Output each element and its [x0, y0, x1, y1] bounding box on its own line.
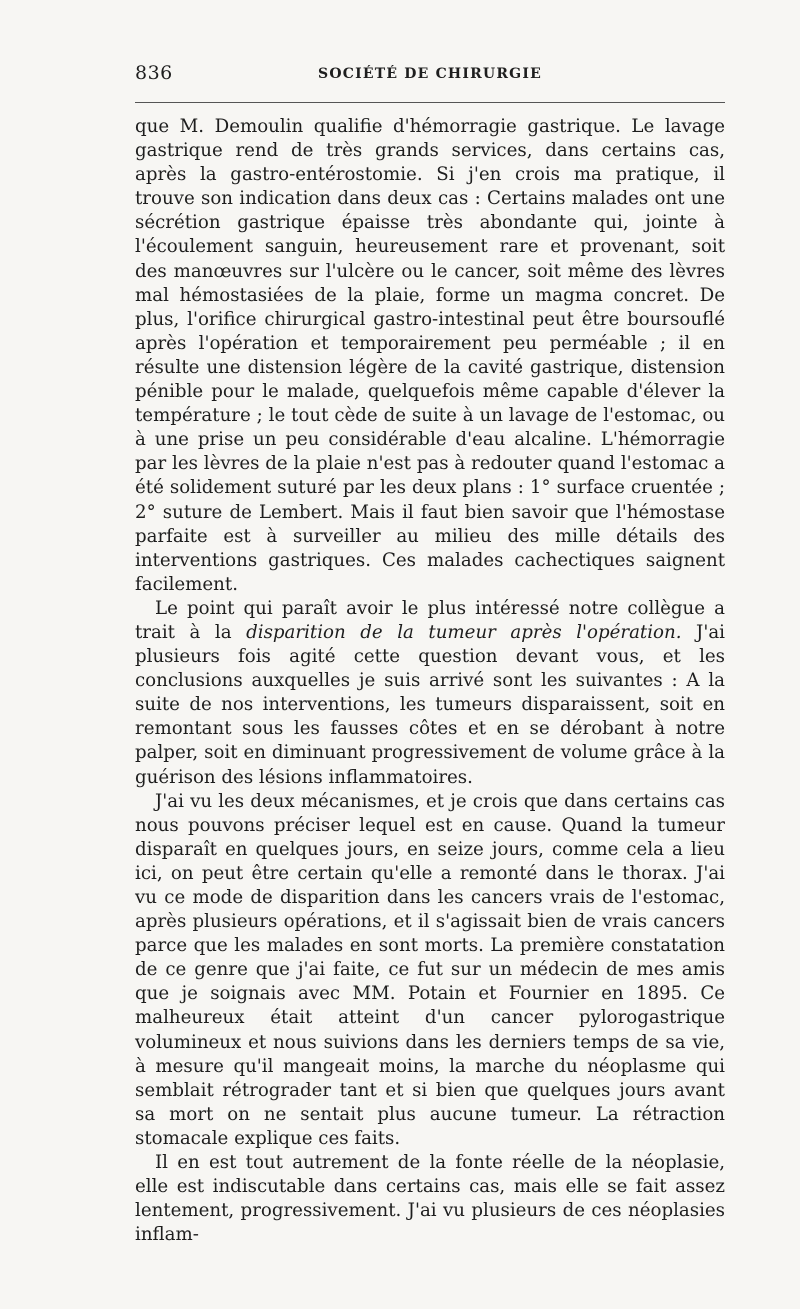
paragraph-4: Il en est tout autrement de la fonte réelle de la néoplasie, elle est indiscutable dans certains cas, mais elle se fait assez lentement, progressivement. J'ai vu plusieurs de ces néoplasies inflam-	[135, 1152, 725, 1246]
paragraph-2-italic-phrase: disparition de la tumeur après l'opération.	[246, 621, 682, 643]
paragraph-2	[135, 597, 725, 790]
page-number: 836	[135, 62, 173, 84]
header-rule	[135, 102, 725, 103]
paragraph-1: que M. Demoulin qualifie d'hémorragie gastrique. Le lavage gastrique rend de très grands services, dans certains cas, après la gastro-entérostomie. Si j'en crois ma pratique, il trouve son indication dans deux cas : Certains malades ont une sécrétion gastrique épaisse très abondante qui, jointe à l'écoulement sanguin, heureusement rare et provenant, soit des manœuvres sur l'ulcère ou le cancer, soit même des lèvres mal hémostasiées de la plaie, forme un magma concret. De plus, l'orifice chirurgical gastro-intestinal peut être boursouflé après l'opération et temporairement peu perméable ; il en résulte une distension légère de la cavité gastrique, distension pénible pour le malade, quelquefois même capable d'élever la température ; le tout cède de suite à un lavage de l'estomac, ou à une prise un peu considérable d'eau alcaline. L'hémorragie par les lèvres de la plaie n'est pas à redouter quand l'estomac a été solidement suturé par les deux plans : 1° surface cruentée ; 2° suture de Lembert. Mais il faut bien savoir que l'hémostase parfaite est à surveiller au milieu des mille détails des interventions gastriques. Ces malades cachectiques saignent facilement.	[135, 116, 725, 595]
paragraph-3: J'ai vu les deux mécanismes, et je crois que dans certains cas nous pouvons préciser lequel est en cause. Quand la tumeur disparaît en quelques jours, en seize jours, comme cela a lieu ici, on peut être certain qu'elle a remonté dans le thorax. J'ai vu ce mode de disparition dans les cancers vrais de l'estomac, après plusieurs opérations, et il s'agissait bien de vrais cancers parce que les malades en sont morts. La première constatation de ce genre que j'ai faite, ce fut sur un médecin de mes amis que je soignais avec MM. Potain et Fournier en 1895. Ce malheureux était atteint d'un cancer pylorogastrique volumineux et nous suivions dans les derniers temps de sa vie, à mesure qu'il mangeait moins, la marche du néoplasme qui semblait rétrograder tant et si bien que quelques jours avant sa mort on ne sentait plus aucune tumeur. La rétraction stomacale explique ces faits.	[135, 790, 725, 1149]
paragraph-2-start: Le point qui paraît avoir le plus intéressé notre collègue a trait à la	[135, 597, 725, 643]
body-text	[135, 115, 725, 1247]
page-header	[135, 62, 725, 90]
running-head: SOCIÉTÉ DE CHIRURGIE	[318, 66, 542, 82]
paragraph-2-end: J'ai plusieurs fois agité cette question devant vous, et les conclusions auxquelles je suis arrivé sont les suivantes : A la suite de nos interventions, les tumeurs disparaissent, soit en remontant sous les fausses côtes et en se dérobant à notre palper, soit en diminuant progressivement de volume grâce à la guérison des lésions inflammatoires.	[135, 621, 725, 788]
